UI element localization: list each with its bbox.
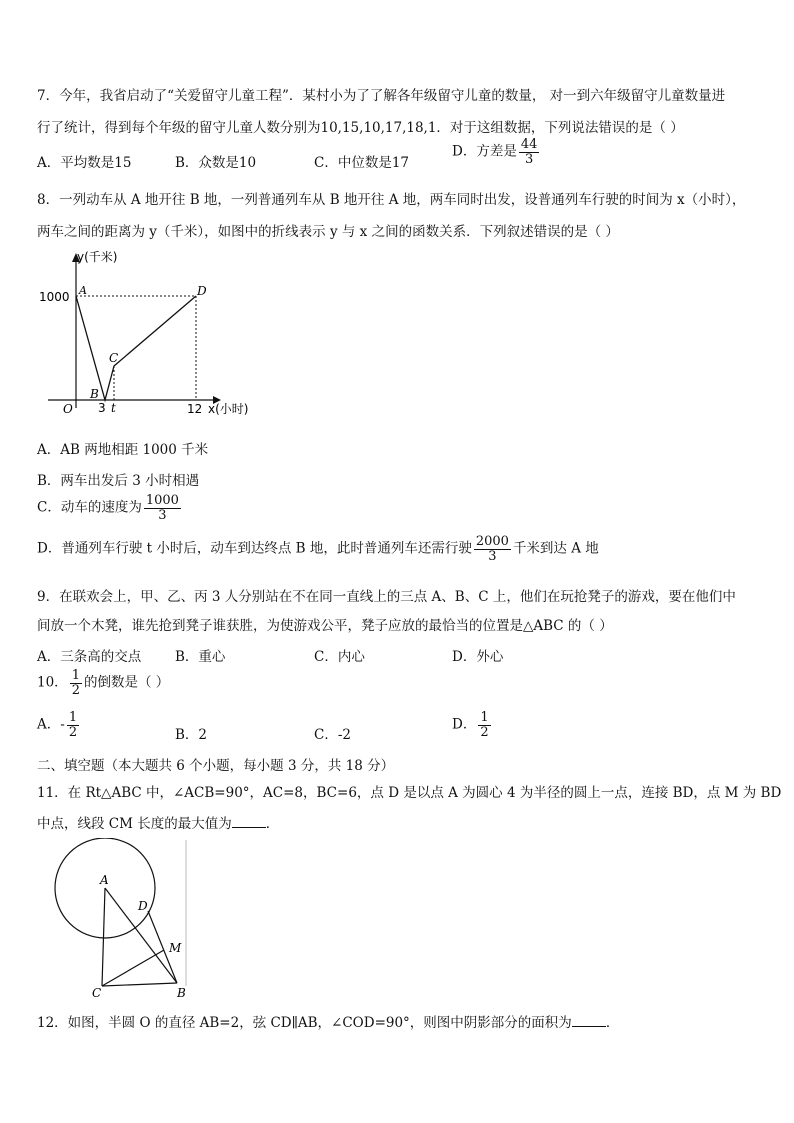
q8-option-c	[37, 494, 183, 522]
q11-point-m: M	[169, 941, 182, 955]
q8-option-c-fraction: $\frac{1000}{3}$	[145, 493, 179, 523]
q11-line2	[37, 812, 279, 832]
q11-segment-ac	[102, 888, 105, 986]
q8-point-c: C	[109, 351, 119, 365]
q11-answer-blank	[232, 815, 266, 828]
q8-tick-3: 3	[98, 401, 106, 415]
q11-line2-end: ．	[265, 816, 280, 832]
q10-stem	[37, 669, 169, 697]
q8-point-d: D	[197, 284, 207, 298]
q12-end: ．	[605, 1015, 620, 1031]
q8-graph	[30, 248, 270, 423]
q10-option-a	[37, 711, 81, 739]
q9-option-b: B．重心	[175, 649, 226, 665]
q11-line1: 11．在 Rt△ABC 中，∠ACB=90°，AC=8，BC=6，点 D 是以点 A 为圆心 4 为半径的圆上一点，连接 BD，点 M 为 BD	[37, 785, 782, 801]
q9-line1: 9．在联欢会上，甲、乙、丙 3 人分别站在不在同一直线上的三点 A、B、C 上，他们在玩抢凳子的游戏，要在他们中	[37, 589, 736, 605]
q10-fraction: $\frac{1}{2}$	[71, 668, 80, 698]
q8-option-d-suffix: 千米到达 A 地	[512, 540, 599, 557]
q8-option-d	[37, 535, 599, 563]
q10-prefix: 10．	[37, 674, 68, 691]
q7-line2: 行了统计，得到每个年级的留守儿童人数分别为10,15,10,17,18,1．对于这组数据，下列说法错误的是（ ）	[37, 120, 684, 136]
q11-point-a: A	[100, 873, 109, 887]
q8-line2: 两车之间的距离为 y（千米），如图中的折线表示 y 与 x 之间的函数关系．下列叙述错误的是（ ）	[37, 224, 619, 240]
q8-point-b: B	[90, 387, 99, 401]
q10-option-b: B．2	[175, 727, 208, 743]
q12-stem: 12．如图，半圆 O 的直径 AB=2，弦 CD∥AB，∠COD=90°，则图中阴影部分的面积为	[37, 1015, 572, 1031]
q7-option-a: A．平均数是15	[37, 155, 132, 171]
q7-option-c: C．中位数是17	[314, 155, 410, 171]
q8-option-d-prefix: D．普通列车行驶 t 小时后，动车到达终点 B 地，此时普通列车还需行驶	[37, 540, 472, 557]
q10-option-c: C．-2	[314, 727, 351, 743]
q7-option-d-prefix: D．方差是	[452, 143, 517, 160]
q9-line2: 间放一个木凳，谁先抢到凳子谁获胜，为使游戏公平，凳子应放的最恰当的位置是△ABC 的（ ）	[37, 618, 613, 634]
q11-point-b: B	[177, 986, 186, 1000]
q11-segment-cm	[102, 950, 164, 986]
q8-option-d-fraction: $\frac{2000}{3}$	[475, 534, 509, 564]
q9-option-c: C．内心	[314, 649, 365, 665]
q8-x-label: x(小时)	[208, 402, 249, 416]
q11-line2-text: 中点，线段 CM 长度的最大值为	[37, 816, 232, 832]
q9-option-a: A．三条高的交点	[37, 649, 142, 665]
q8-point-a: A	[79, 284, 87, 297]
q10-option-a-prefix: A．-	[37, 716, 65, 733]
q11-segment-cb	[102, 983, 177, 986]
q8-polyline	[76, 296, 196, 400]
q7-line1: 7．今年，我省启动了“关爱留守儿童工程”．某村小为了了解各年级留守儿童的数量， 对一到六年级留守儿童数量进	[37, 88, 726, 104]
q11-figure	[40, 838, 200, 1000]
q10-option-a-fraction: $\frac{1}{2}$	[68, 710, 78, 740]
q8-option-b: B．两车出发后 3 小时相遇	[37, 473, 200, 489]
q7-option-b: B．众数是10	[175, 155, 257, 171]
q8-tick-12: 12	[187, 402, 203, 416]
q12-answer-blank	[572, 1014, 606, 1027]
q11-point-c: C	[92, 986, 102, 1000]
q8-option-c-prefix: C．动车的速度为	[37, 499, 142, 516]
q9-option-d: D．外心	[452, 649, 504, 665]
q10-option-d-fraction: $\frac{1}{2}$	[480, 710, 489, 740]
q8-line1: 8．一列动车从 A 地开往 B 地，一列普通列车从 B 地开往 A 地，两车同时出发，设普通列车行驶的时间为 x（小时），	[37, 192, 746, 208]
q7-option-d-fraction: $\frac{44}{3}$	[520, 137, 538, 167]
section2-title: 二、填空题（本大题共 6 个小题，每小题 3 分，共 18 分）	[37, 758, 395, 774]
q8-y-tick-1000: 1000	[39, 290, 70, 304]
q10-option-d-prefix: D．	[452, 716, 477, 733]
q7-option-d	[452, 138, 541, 166]
q10-option-d	[452, 711, 493, 739]
q12-text	[37, 1011, 619, 1031]
q10-suffix: 的倒数是（ ）	[83, 674, 170, 691]
q11-point-d: D	[138, 899, 148, 913]
q8-option-a: A．AB 两地相距 1000 千米	[37, 442, 209, 458]
q8-y-label: y(千米)	[77, 250, 118, 264]
q8-tick-t: t	[111, 401, 116, 415]
q8-origin: O	[63, 402, 73, 416]
